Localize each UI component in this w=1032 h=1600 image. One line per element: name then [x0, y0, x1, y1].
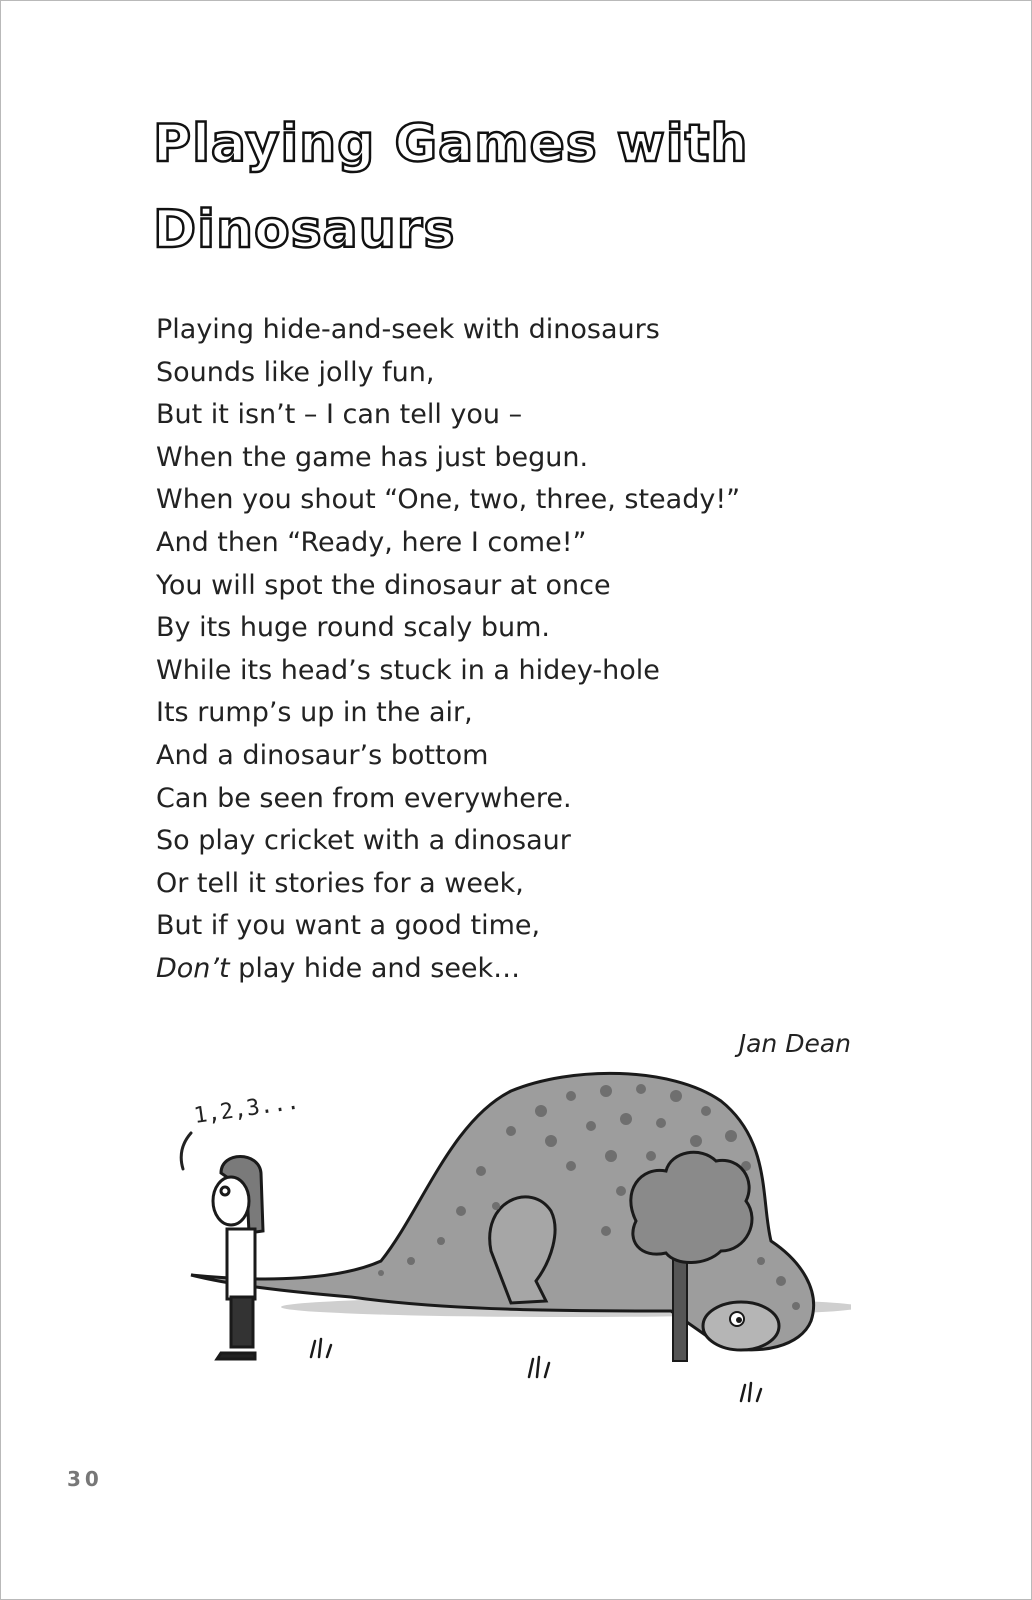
speech-mark: [181, 1133, 191, 1169]
poem-title-line-1: Playing Games with: [153, 114, 749, 174]
boy-legs: [231, 1297, 253, 1347]
poem-line: By its huge round scaly bum.: [156, 612, 551, 644]
page-number: 30: [67, 1467, 103, 1491]
poem-last-line-rest: play hide and seek…: [229, 952, 521, 984]
poem-line: While its head’s stuck in a hidey-hole: [156, 654, 660, 686]
poem-line: You will spot the dinosaur at once: [156, 569, 611, 601]
poem-line: Or tell it stories for a week,: [156, 867, 524, 899]
poem-title: [153, 101, 853, 273]
dinosaur-head: [703, 1302, 779, 1350]
poem-line: When the game has just begun.: [156, 441, 589, 473]
poem-last-line-italic: Don’t: [156, 952, 230, 984]
grass-tufts: [311, 1339, 761, 1401]
boy-eye: [221, 1187, 229, 1195]
poem-last-line: [156, 948, 856, 991]
dinosaur-illustration: [151, 1061, 851, 1421]
poem-author: Jan Dean: [738, 1029, 851, 1058]
poem-line: And then “Ready, here I come!”: [156, 526, 587, 558]
boy-face: [213, 1177, 249, 1225]
poem-line: When you shout “One, two, three, steady!”: [156, 484, 741, 516]
boy-figure: [213, 1157, 263, 1360]
dinosaur-pupil: [736, 1317, 742, 1323]
poem-line: Sounds like jolly fun,: [156, 356, 435, 388]
poem-line: Its rump’s up in the air,: [156, 697, 473, 729]
boy-shirt: [227, 1229, 255, 1299]
poem-line: Playing hide-and-seek with dinosaurs: [156, 314, 660, 345]
poem-body: [156, 309, 856, 991]
counting-speech-text: 1,2,3...: [192, 1089, 301, 1129]
poem-line: And a dinosaur’s bottom: [156, 739, 489, 771]
boy-shoes: [217, 1353, 255, 1359]
poem-line: So play cricket with a dinosaur: [156, 825, 571, 857]
poem-line: But if you want a good time,: [156, 910, 541, 942]
poem-line: But it isn’t – I can tell you –: [156, 399, 523, 431]
poem-line: Can be seen from everywhere.: [156, 782, 572, 814]
poem-title-line-2: Dinosaurs: [153, 200, 456, 260]
